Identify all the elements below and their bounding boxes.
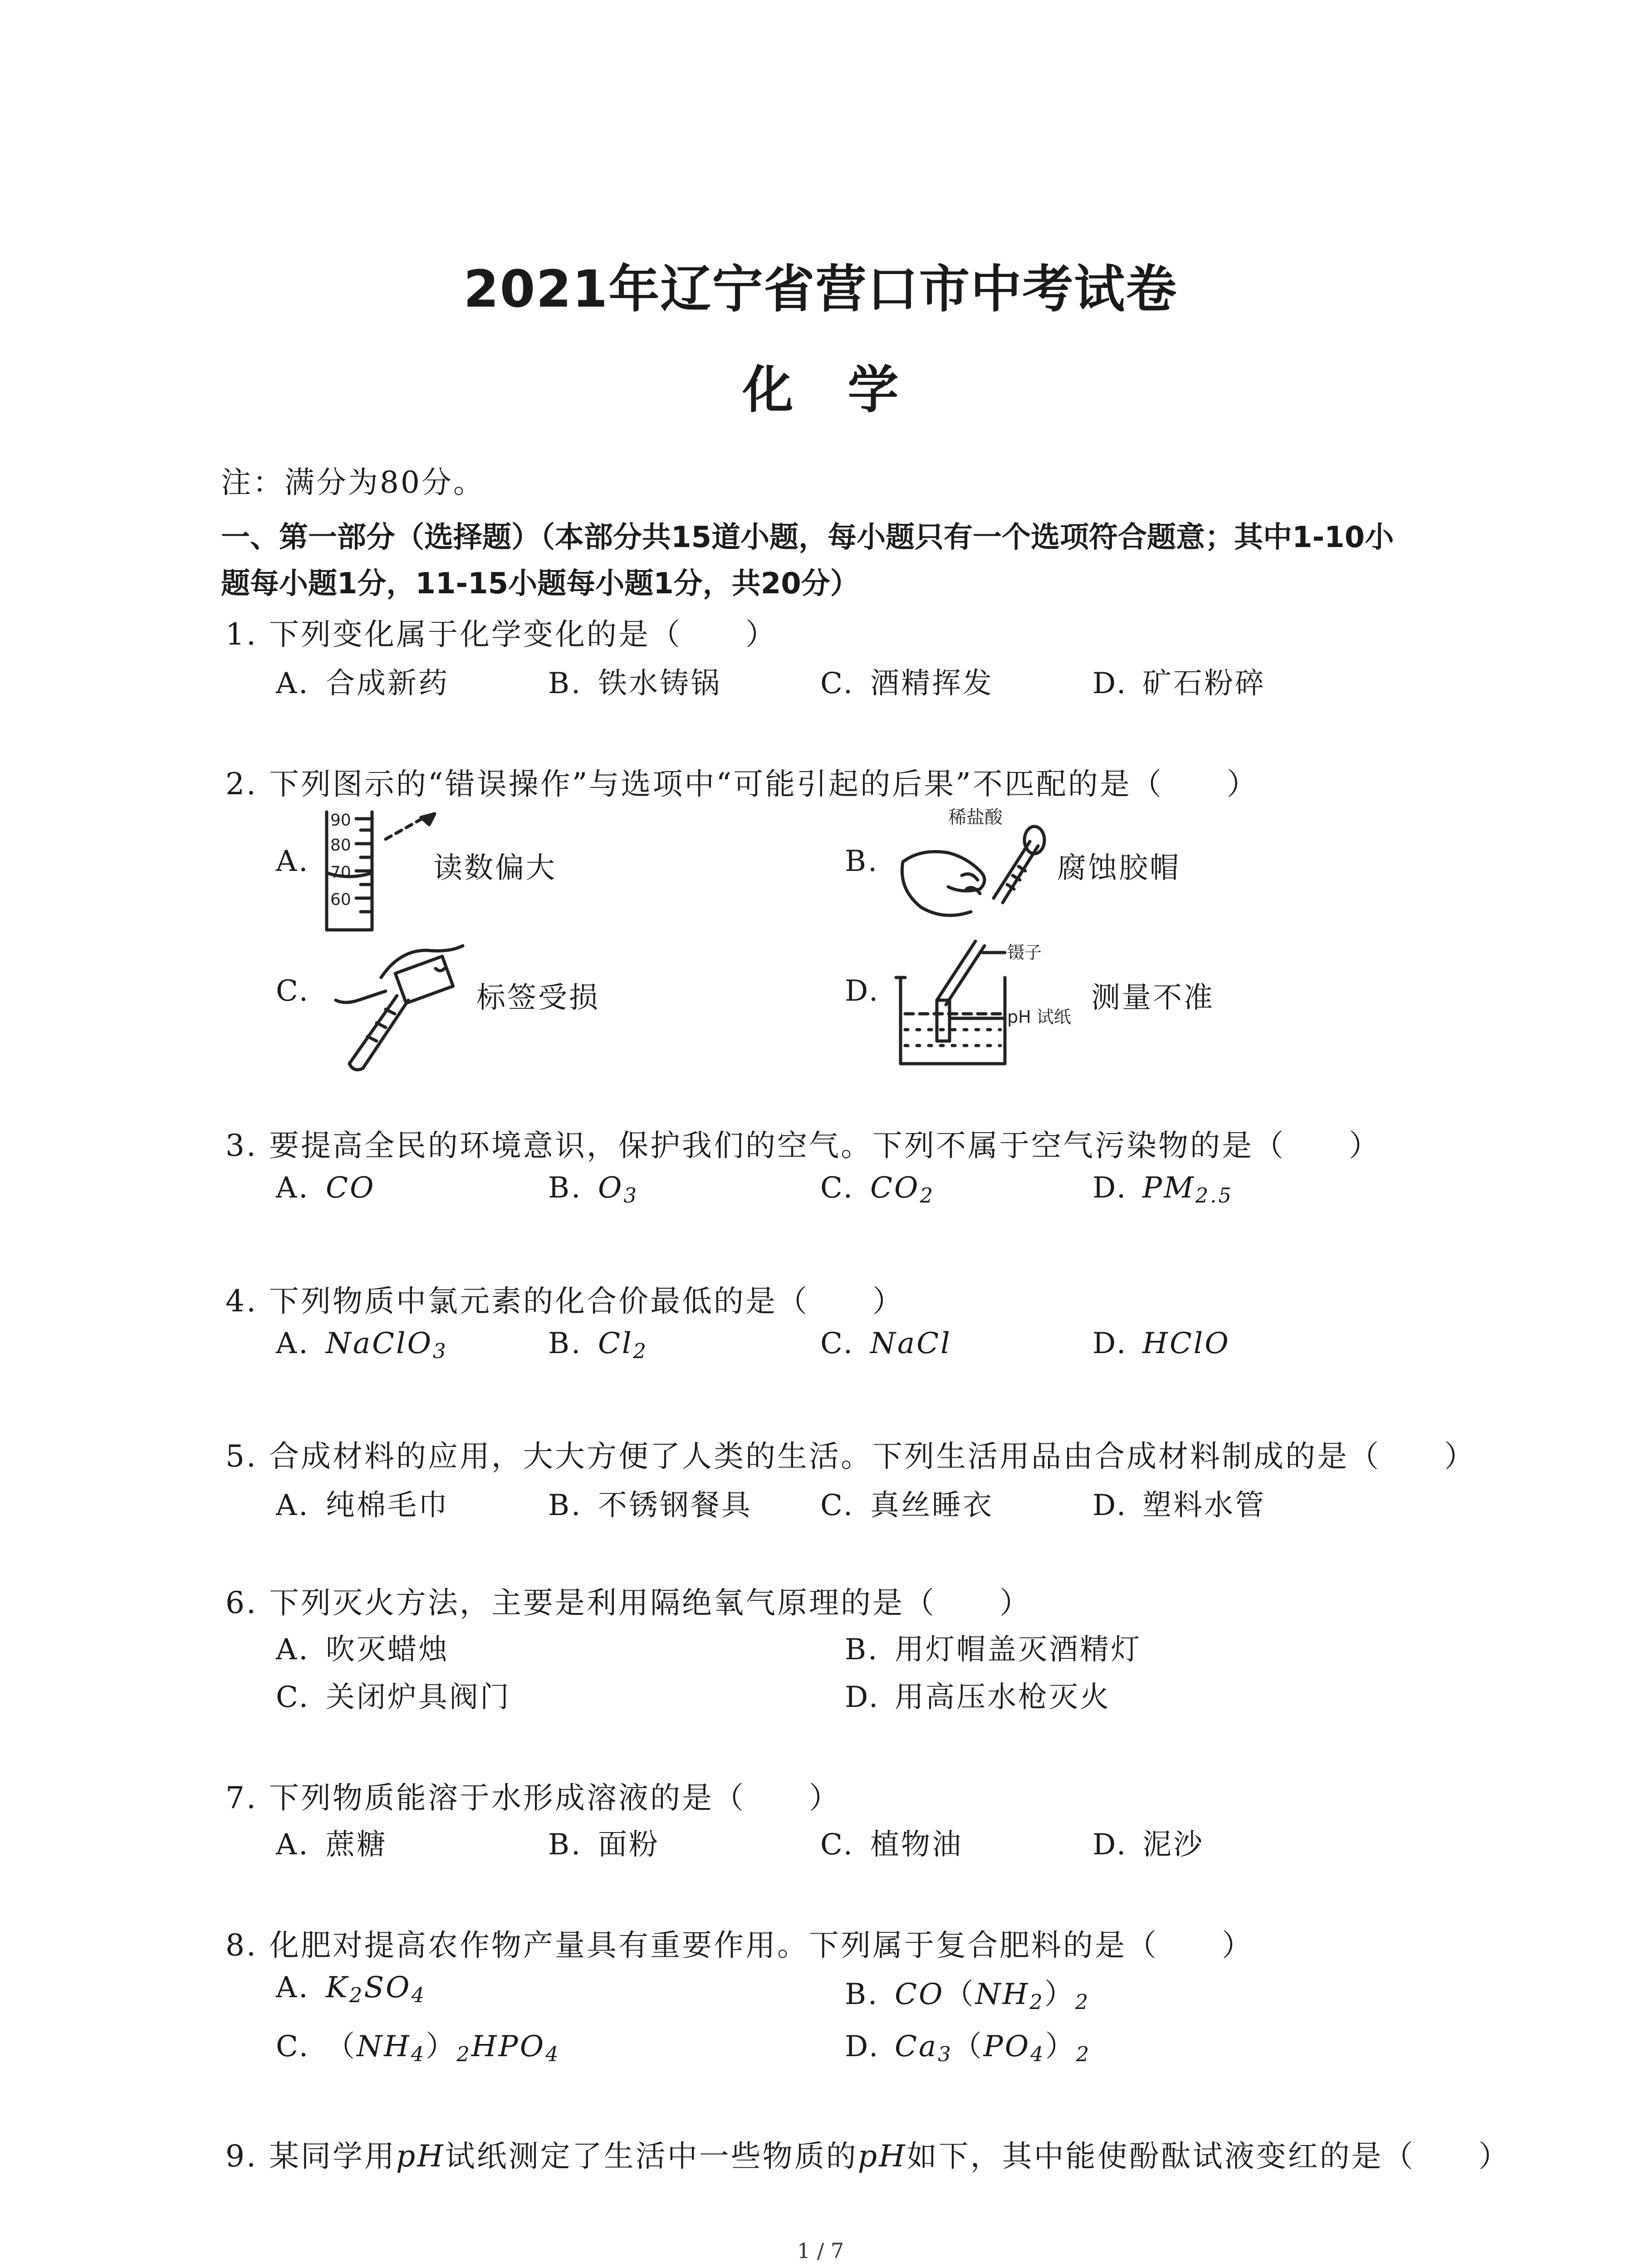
dropper-hand-figure: [894, 803, 1066, 930]
q4-option-c: C. NaCl: [820, 1327, 952, 1360]
q4-option-a: A. NaClO$_3$: [276, 1327, 448, 1364]
q4-option-b: B. $Cl_2$: [548, 1327, 648, 1364]
q3-option-c: C. $CO_2$: [820, 1171, 935, 1208]
q2-option-b-text: 腐蚀胶帽: [1057, 851, 1181, 885]
tick-90: 90: [330, 811, 351, 830]
q7-option-d: D. 泥沙: [1092, 1828, 1204, 1862]
q4-option-d: D. HClO: [1092, 1327, 1230, 1360]
q6-option-d: D. 用高压水枪灭火: [845, 1681, 1111, 1714]
question-7-stem: 7. 下列物质能溶于水形成溶液的是（ ）: [225, 1780, 841, 1815]
q2-option-d-label: D.: [845, 974, 880, 1008]
subject-title: 化学: [742, 361, 953, 420]
question-6-stem: 6. 下列灭火方法，主要是利用隔绝氧气原理的是（ ）: [225, 1585, 1031, 1620]
tick-60: 60: [330, 890, 351, 909]
q6-option-a: A. 吹灭蜡烛: [276, 1633, 449, 1667]
q3-option-d: D. $PM_{2.5}$: [1092, 1171, 1233, 1208]
tweezers-label: 镊子: [1007, 943, 1042, 963]
q8-option-a: A. $K_2SO_4$: [276, 1971, 426, 2008]
question-8-stem: 8. 化肥对提高农作物产量具有重要作用。下列属于复合肥料的是（ ）: [225, 1928, 1254, 1963]
tick-80: 80: [330, 836, 351, 855]
ph-test-beaker-figure: [896, 932, 1087, 1068]
q5-option-c: C. 真丝睡衣: [820, 1489, 994, 1522]
question-2-stem: 2. 下列图示的“错误操作”与选项中“可能引起的后果”不匹配的是（ ）: [225, 767, 1259, 802]
pouring-reagent-figure: [318, 937, 481, 1073]
ph-paper-label: pH 试纸: [1007, 1007, 1071, 1027]
q8-option-c: C. $(NH_4)_2HPO_4$: [276, 2030, 560, 2067]
dilute-hcl-label: 稀盐酸: [948, 807, 1003, 828]
section-heading-line2: 题每小题1分，11-15小题每小题1分，共20分）: [221, 567, 859, 601]
question-1-stem: 1. 下列变化属于化学变化的是（ ）: [225, 617, 777, 652]
graduated-cylinder-figure: [318, 807, 440, 934]
q8-option-d: D. $Ca_3(PO_4)_2$: [845, 2030, 1091, 2067]
q2-option-b-label: B.: [845, 845, 879, 878]
q1-option-c: C. 酒精挥发: [820, 667, 994, 700]
q2-option-d-text: 测量不准: [1091, 981, 1215, 1015]
tick-70: 70: [330, 863, 351, 882]
section-heading-line1: 一、第一部分（选择题）（本部分共15道小题，每小题只有一个选项符合题意；其中1-10小: [221, 521, 1394, 554]
q1-option-d: D. 矿石粉碎: [1092, 667, 1266, 700]
q6-option-c: C. 关闭炉具阀门: [276, 1681, 511, 1714]
q1-option-b: B. 铁水铸锅: [548, 667, 721, 700]
page-number: 1 / 7: [797, 2239, 844, 2263]
q6-option-b: B. 用灯帽盖灭酒精灯: [845, 1633, 1141, 1667]
question-3-stem: 3. 要提高全民的环境意识，保护我们的空气。下列不属于空气污染物的是（ ）: [225, 1128, 1381, 1163]
q3-option-a: A. CO: [276, 1171, 376, 1205]
q7-option-b: B. 面粉: [548, 1828, 660, 1862]
q2-option-c-text: 标签受损: [476, 981, 600, 1015]
q5-option-d: D. 塑料水管: [1092, 1489, 1266, 1522]
page-title: 2021年辽宁省营口市中考试卷: [463, 260, 1178, 319]
q7-option-a: A. 蔗糖: [276, 1828, 387, 1862]
question-4-stem: 4. 下列物质中氯元素的化合价最低的是（ ）: [225, 1284, 904, 1319]
q1-option-a: A. 合成新药: [276, 667, 449, 700]
q5-option-a: A. 纯棉毛巾: [276, 1489, 449, 1522]
question-5-stem: 5. 合成材料的应用，大大方便了人类的生活。下列生活用品由合成材料制成的是（ ）: [225, 1439, 1476, 1474]
q2-option-a-label: A.: [276, 845, 310, 878]
q5-option-b: B. 不锈钢餐具: [548, 1489, 752, 1522]
q8-option-b: B. $CO(NH_2)_2$: [845, 1978, 1090, 2014]
question-9-stem: 9. 某同学用pH试纸测定了生活中一些物质的pH如下，其中能使酚酞试液变红的是（ ）: [225, 2139, 1510, 2174]
q3-option-b: B. $O_3$: [548, 1171, 638, 1208]
q2-option-c-label: C.: [276, 974, 310, 1008]
score-note: 注：满分为80分。: [221, 465, 485, 500]
q2-option-a-text: 读数偏大: [433, 851, 557, 885]
q7-option-c: C. 植物油: [820, 1828, 963, 1862]
